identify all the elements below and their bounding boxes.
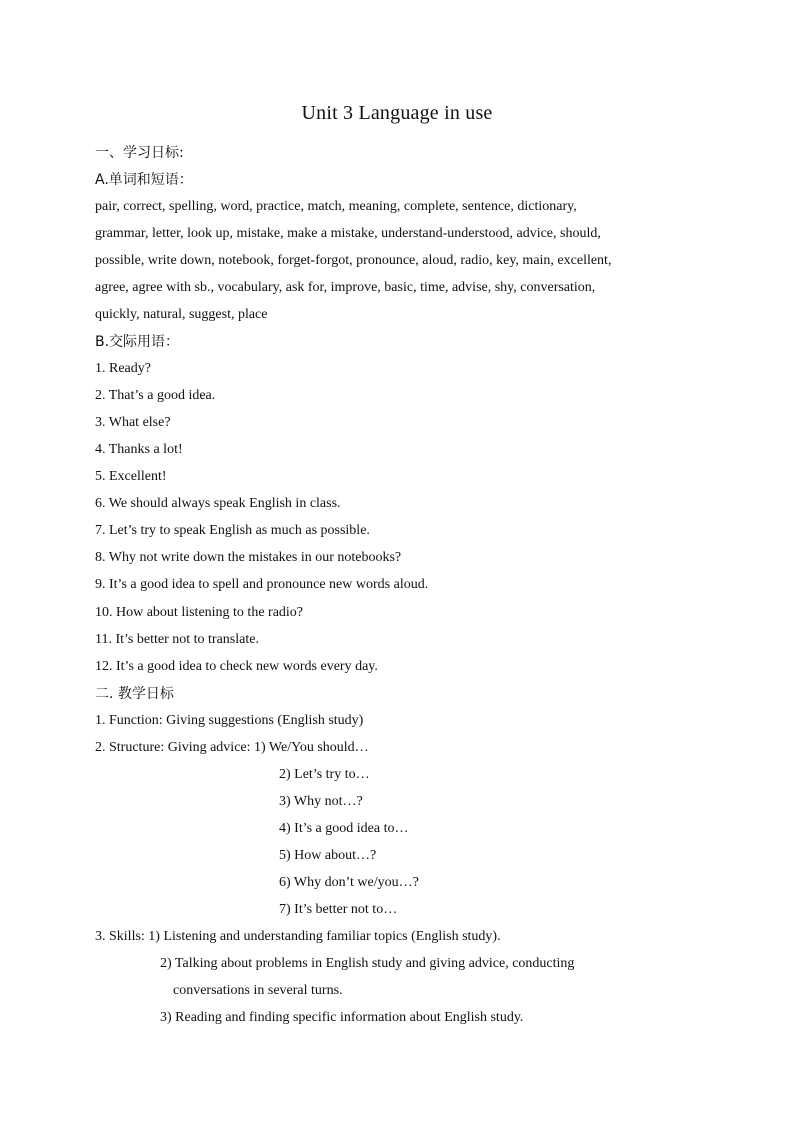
expression-item: 4. Thanks a lot!: [95, 442, 183, 457]
expression-item: 2. That’s a good idea.: [95, 388, 216, 403]
vocab-line: pair, correct, spelling, word, practice, match, meaning, complete, sentence, dictionary,: [95, 199, 577, 214]
expression-item: 9. It’s a good idea to spell and pronounce new words aloud.: [95, 577, 429, 592]
expression-item: 7. Let’s try to speak English as much as possible.: [95, 523, 370, 538]
structure-item: 2) Let’s try to…: [279, 767, 370, 782]
partB-heading: B.交际用语：: [95, 334, 180, 350]
expression-item: 10. How about listening to the radio?: [95, 605, 304, 620]
structure-item: 4) It’s a good idea to…: [279, 821, 409, 836]
section2-heading: 二. 教学日标: [95, 686, 174, 702]
skills-item-continuation: conversations in several turns.: [173, 983, 343, 998]
partA-heading: A.单词和短语：: [95, 172, 193, 188]
structure-item: 7) It’s better not to…: [279, 902, 398, 917]
structure-line: 2. Structure: Giving advice: 1) We/You should…: [95, 740, 369, 755]
expression-item: 11. It’s better not to translate.: [95, 632, 259, 647]
structure-item: 5) How about…?: [279, 848, 377, 863]
vocab-line: possible, write down, notebook, forget-forgot, pronounce, aloud, radio, key, main, excellent,: [95, 253, 612, 268]
expression-item: 8. Why not write down the mistakes in our notebooks?: [95, 550, 402, 565]
section1-heading: 一、学习日标:: [95, 145, 184, 161]
skills-line: 3. Skills: 1) Listening and understanding familiar topics (English study).: [95, 929, 501, 944]
page-title: Unit 3 Language in use: [301, 102, 493, 124]
structure-item: 6) Why don’t we/you…?: [279, 875, 419, 890]
vocab-line: quickly, natural, suggest, place: [95, 307, 268, 322]
skills-item: 3) Reading and finding specific information about English study.: [160, 1010, 524, 1025]
vocab-line: grammar, letter, look up, mistake, make a mistake, understand-understood, advice, should,: [95, 226, 601, 241]
structure-item: 3) Why not…?: [279, 794, 363, 809]
expression-item: 6. We should always speak English in class.: [95, 496, 341, 511]
expression-item: 1. Ready?: [95, 361, 151, 376]
expression-item: 12. It’s a good idea to check new words every day.: [95, 659, 378, 674]
function-line: 1. Function: Giving suggestions (English study): [95, 713, 364, 728]
vocab-line: agree, agree with sb., vocabulary, ask for, improve, basic, time, advise, shy, conversation,: [95, 280, 596, 295]
skills-item: 2) Talking about problems in English study and giving advice, conducting: [160, 956, 575, 971]
expression-item: 5. Excellent!: [95, 469, 167, 484]
expression-item: 3. What else?: [95, 415, 171, 430]
